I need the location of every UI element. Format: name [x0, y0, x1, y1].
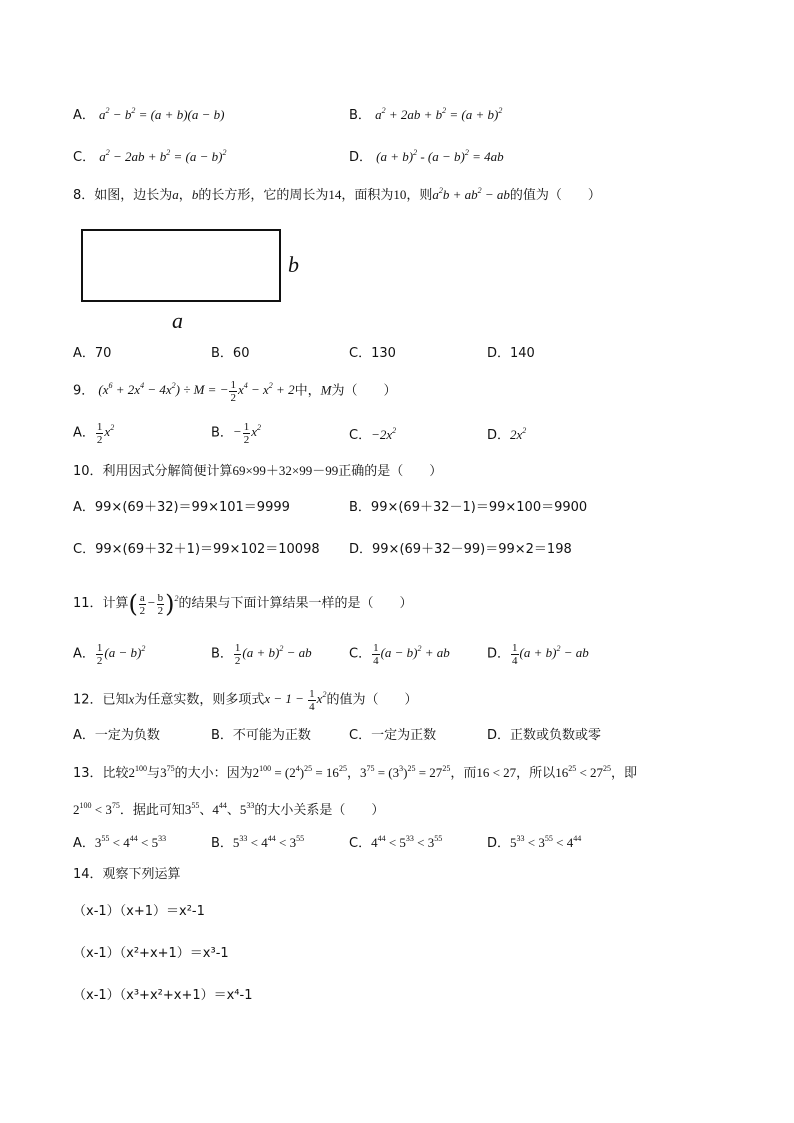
q8-option-a[interactable]: A．70 — [73, 346, 112, 361]
q7-b-expr: $a^2 + 2ab + b^2 = (a + b)^2$ — [375, 106, 503, 122]
q14-title: 14．观察下列运算 — [73, 867, 181, 882]
q12-option-b[interactable]: B．不可能为正数 — [211, 728, 311, 743]
q11-expression: ( $\frac{a}{2}$ − $\frac{b}{2}$ )$^2$ — [128, 590, 179, 619]
q8-option-b[interactable]: B．60 — [211, 346, 250, 361]
q14-line-1: （x-1）（x+1）＝x²-1 — [73, 904, 205, 919]
q9-option-a[interactable]: A． $\frac{1}{2}$ $x^2$ — [73, 421, 115, 446]
q7-a-expr: $a^2 - b^2 = (a + b)(a - b)$ — [99, 106, 225, 122]
q10-option-b[interactable]: B．99×(69＋32－1)＝99×100＝9900 — [349, 500, 588, 515]
q10-option-d[interactable]: D．99×(69＋32－99)＝99×2＝198 — [349, 542, 572, 557]
q12-option-d[interactable]: D．正数或负数或零 — [487, 728, 602, 743]
q12-polynomial: x − 1 − $\frac{1}{4}$ $x^2$ — [264, 688, 327, 713]
q13-stem-line2: $2^{100} < 3^{75}$．据此可知$3^{55}$、$4^{44}$、$5^{33}$的大小关系是（ ） — [73, 801, 385, 818]
q11-option-a[interactable]: A． $\frac{1}{2}$ $(a - b)^2$ — [73, 642, 146, 667]
q8-option-d[interactable]: D．140 — [487, 346, 535, 361]
q9-option-d[interactable]: D．$2x^2$ — [487, 426, 527, 443]
q7-option-a[interactable]: A． $a^2 - b^2 = (a + b)(a - b)$ — [73, 106, 225, 123]
q11-option-b[interactable]: B． $\frac{1}{2}$ $(a + b)^2$ − ab — [211, 642, 312, 667]
q12-stem: 12．已知x为任意实数，则多项式x − 1 − $\frac{1}{4}$ $x^2$的值为（ ） — [73, 688, 418, 713]
q8-option-c[interactable]: C．130 — [349, 346, 396, 361]
q13-option-b[interactable]: B．$5^{33} < 4^{44} < 3^{55}$ — [211, 834, 305, 851]
q7-option-d[interactable]: D． $(a + b)^2 - (a - b)^2 = 4ab$ — [349, 148, 504, 165]
q7-c-expr: $a^2 - 2ab + b^2 = (a - b)^2$ — [99, 148, 227, 164]
q7-option-b[interactable]: B． $a^2 + 2ab + b^2 = (a + b)^2$ — [349, 106, 503, 123]
q7-d-expr: $(a + b)^2 - (a - b)^2 = 4ab$ — [376, 148, 504, 164]
q11-stem: 11．计算( $\frac{a}{2}$ − $\frac{b}{2}$ )$^2$的结果与下面计算结果一样的是（ ） — [73, 590, 413, 619]
q11-option-d[interactable]: D． $\frac{1}{4}$ $(a + b)^2$ − ab — [487, 642, 589, 667]
q10-option-c[interactable]: C．99×(69＋32＋1)＝99×102＝10098 — [73, 542, 320, 557]
q10-option-a[interactable]: A．99×(69＋32)＝99×101＝9999 — [73, 500, 290, 515]
rectangle-figure — [81, 229, 281, 302]
figure-label-a: a — [172, 308, 183, 333]
q8-expression: $a^2b + ab^2$ − ab — [432, 186, 510, 202]
q13-option-a[interactable]: A．$3^{55} < 4^{44} < 5^{33}$ — [73, 834, 167, 851]
q13-stem-line1: 13．比较$2^{100}$与$3^{75}$的大小：因为$2^{100} = (2^4)^{25} = 16^{25}$，$3^{75} = (3^3)^{25} = 27^{25}$，而16 < 27，所以$16^{25} < 27^{25}$，即 — [73, 764, 638, 781]
q14-line-3: （x-1）（x³+x²+x+1）＝x⁴-1 — [73, 988, 253, 1003]
q10-stem: 10．利用因式分解简便计算69×99＋32×99－99正确的是（ ） — [73, 463, 443, 479]
q7-option-c[interactable]: C． $a^2 - 2ab + b^2 = (a - b)^2$ — [73, 148, 227, 165]
q13-option-c[interactable]: C．$4^{44} < 5^{33} < 3^{55}$ — [349, 834, 443, 851]
q12-option-c[interactable]: C．一定为正数 — [349, 728, 437, 743]
q9-option-c[interactable]: C．$-2x^2$ — [349, 426, 397, 443]
q9-stem: 9． $(x^6 + 2x^4 - 4x^2) \div M$ = − $\frac{1}{2}$ $x^4 - x^2 + 2$中，M为（ ） — [73, 379, 397, 404]
figure-label-b: b — [288, 252, 299, 277]
q14-line-2: （x-1）（x²+x+1）＝x³-1 — [73, 946, 229, 961]
q9-expression: $(x^6 + 2x^4 - 4x^2) \div M$ = − $\frac{1}{2}$ $x^4 - x^2 + 2$ — [98, 379, 295, 404]
q11-option-c[interactable]: C． $\frac{1}{4}$ $(a - b)^2$ + ab — [349, 642, 450, 667]
q13-option-d[interactable]: D．$5^{33} < 3^{55} < 4^{44}$ — [487, 834, 582, 851]
q8-stem: 8．如图，边长为a，b的长方形，它的周长为14，面积为10，则$a^2b + ab^2$ − ab的值为（ ） — [73, 186, 601, 203]
q9-option-b[interactable]: B．− $\frac{1}{2}$ $x^2$ — [211, 421, 261, 446]
q12-option-a[interactable]: A．一定为负数 — [73, 728, 160, 743]
